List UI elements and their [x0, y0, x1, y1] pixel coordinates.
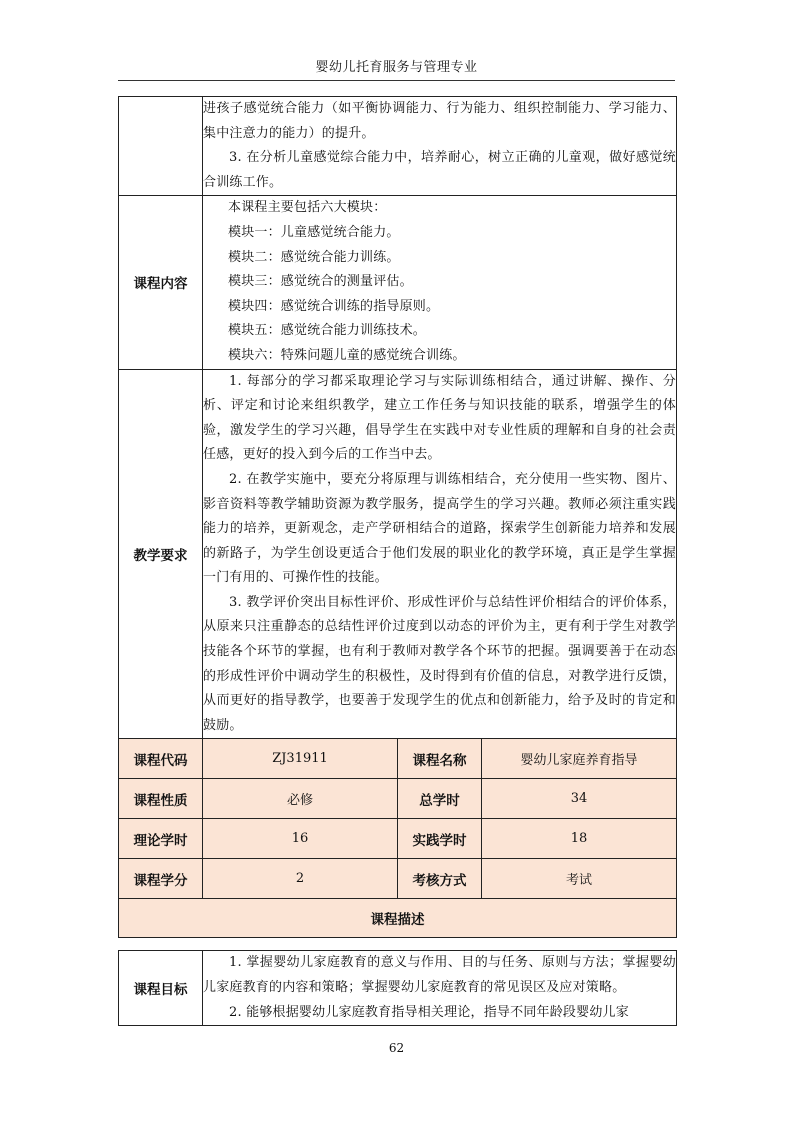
theory-hours-value: 16: [203, 819, 398, 859]
course-code-row: [119, 739, 677, 779]
total-hours-value: 34: [482, 779, 677, 819]
requirement-paragraph: 3. 教学评价突出目标性评价、形成性评价与总结性评价相结合的评价体系，从原来只注重静态的总结性评价过度到以动态的评价为主，更有利于学生对教学技能各个环节的掌握，也有利于教师对教学各个环节的把握。强调要善于在动态的形成性评价中调动学生的积极性，及时得到有价值的信息，对教学进行反馈，从而更好的指导教学，也要善于发现学生的优点和创新能力，给予及时的肯定和鼓励。: [203, 594, 677, 733]
course-code-value: ZJ31911: [203, 739, 398, 779]
credits-label: 课程学分: [119, 859, 203, 899]
objective-paragraph: 2. 能够根据婴幼儿家庭教育指导相关理论，指导不同年龄段婴幼儿家: [229, 1004, 629, 1020]
course-objectives-row: [119, 951, 677, 1026]
course-content-row: [119, 196, 677, 369]
spacer-row: [119, 938, 677, 951]
requirement-paragraph: 1. 每部分的学习都采取理论学习与实际训练相结合，通过讲解、操作、分析、评定和讨论来组织教学，建立工作任务与知识技能的联系，增强学生的体验，激发学生的学习兴趣，倡导学生在实践中对专业性质的理解和自身的社会责任感，更好的投入到今后的工作当中去。: [203, 373, 677, 463]
course-code-label: 课程代码: [119, 739, 203, 779]
course-nature-value: 必修: [203, 779, 398, 819]
practice-hours-label: 实践学时: [398, 819, 482, 859]
theory-hours-label: 理论学时: [119, 819, 203, 859]
course-nature-label: 课程性质: [119, 779, 203, 819]
module-item: 模块四：感觉统合训练的指导原则。: [228, 298, 440, 314]
credits-row: [119, 859, 677, 899]
course-content-label: 课程内容: [119, 196, 203, 369]
course-description-heading: 课程描述: [119, 899, 677, 938]
total-hours-label: 总学时: [398, 779, 482, 819]
module-item: 模块五：感觉统合能力训练技术。: [228, 323, 427, 339]
practice-hours-value: 18: [482, 819, 677, 859]
module-item: 模块一：儿童感觉统合能力。: [228, 224, 400, 240]
hours-row: [119, 819, 677, 859]
course-objectives-label: 课程目标: [119, 951, 203, 1026]
assessment-label: 考核方式: [398, 859, 482, 899]
page-number: 62: [388, 1041, 405, 1055]
assessment-value: 考试: [482, 859, 677, 899]
page-header: 婴幼儿托育服务与管理专业: [315, 60, 478, 75]
course-objectives-body: [203, 951, 677, 1026]
course-content-body: [203, 196, 677, 369]
module-item: 模块三：感觉统合的测量评估。: [228, 274, 413, 290]
spacer-cell: [119, 938, 677, 951]
continuation-label-cell: [119, 97, 203, 196]
objective-paragraph: 1. 掌握婴幼儿家庭教育的意义与作用、目的与任务、原则与方法；掌握婴幼儿家庭教育的内容和策略；掌握婴幼儿家庭教育的常见误区及应对策略。: [203, 955, 677, 996]
header-rule: [118, 80, 675, 81]
module-item: 模块六：特殊问题儿童的感觉统合训练。: [228, 347, 466, 363]
course-table: [118, 96, 677, 1026]
teaching-requirements-body: [203, 369, 677, 739]
continuation-content: [203, 97, 677, 196]
credits-value: 2: [203, 859, 398, 899]
continuation-row: [119, 97, 677, 196]
continuation-line-1: 进孩子感觉统合能力（如平衡协调能力、行为能力、组织控制能力、学习能力、集中注意力的能力）的提升。: [203, 101, 677, 141]
course-nature-row: [119, 779, 677, 819]
course-content-intro: 本课程主要包括六大模块：: [228, 200, 387, 216]
module-item: 模块二：感觉统合能力训练。: [228, 249, 400, 265]
course-name-value: 婴幼儿家庭养育指导: [482, 739, 677, 779]
requirement-paragraph: 2. 在教学实施中，要充分将原理与训练相结合，充分使用一些实物、图片、影音资料等教学辅助资源为教学服务，提高学生的学习兴趣。教师必须注重实践能力的培养，更新观念，走产学研相结合的道路，探索学生创新能力培养和发展的新路子，为学生创设更适合于他们发展的职业化的教学环境，真正是学生掌握一门有用的、可操作性的技能。: [203, 471, 677, 586]
continuation-line-2: 3. 在分析儿童感觉综合能力中，培养耐心，树立正确的儿童观，做好感觉统合训练工作。: [203, 150, 677, 190]
teaching-requirements-label: 教学要求: [119, 369, 203, 739]
teaching-requirements-row: [119, 369, 677, 739]
course-description-row: [119, 899, 677, 938]
course-name-label: 课程名称: [398, 739, 482, 779]
